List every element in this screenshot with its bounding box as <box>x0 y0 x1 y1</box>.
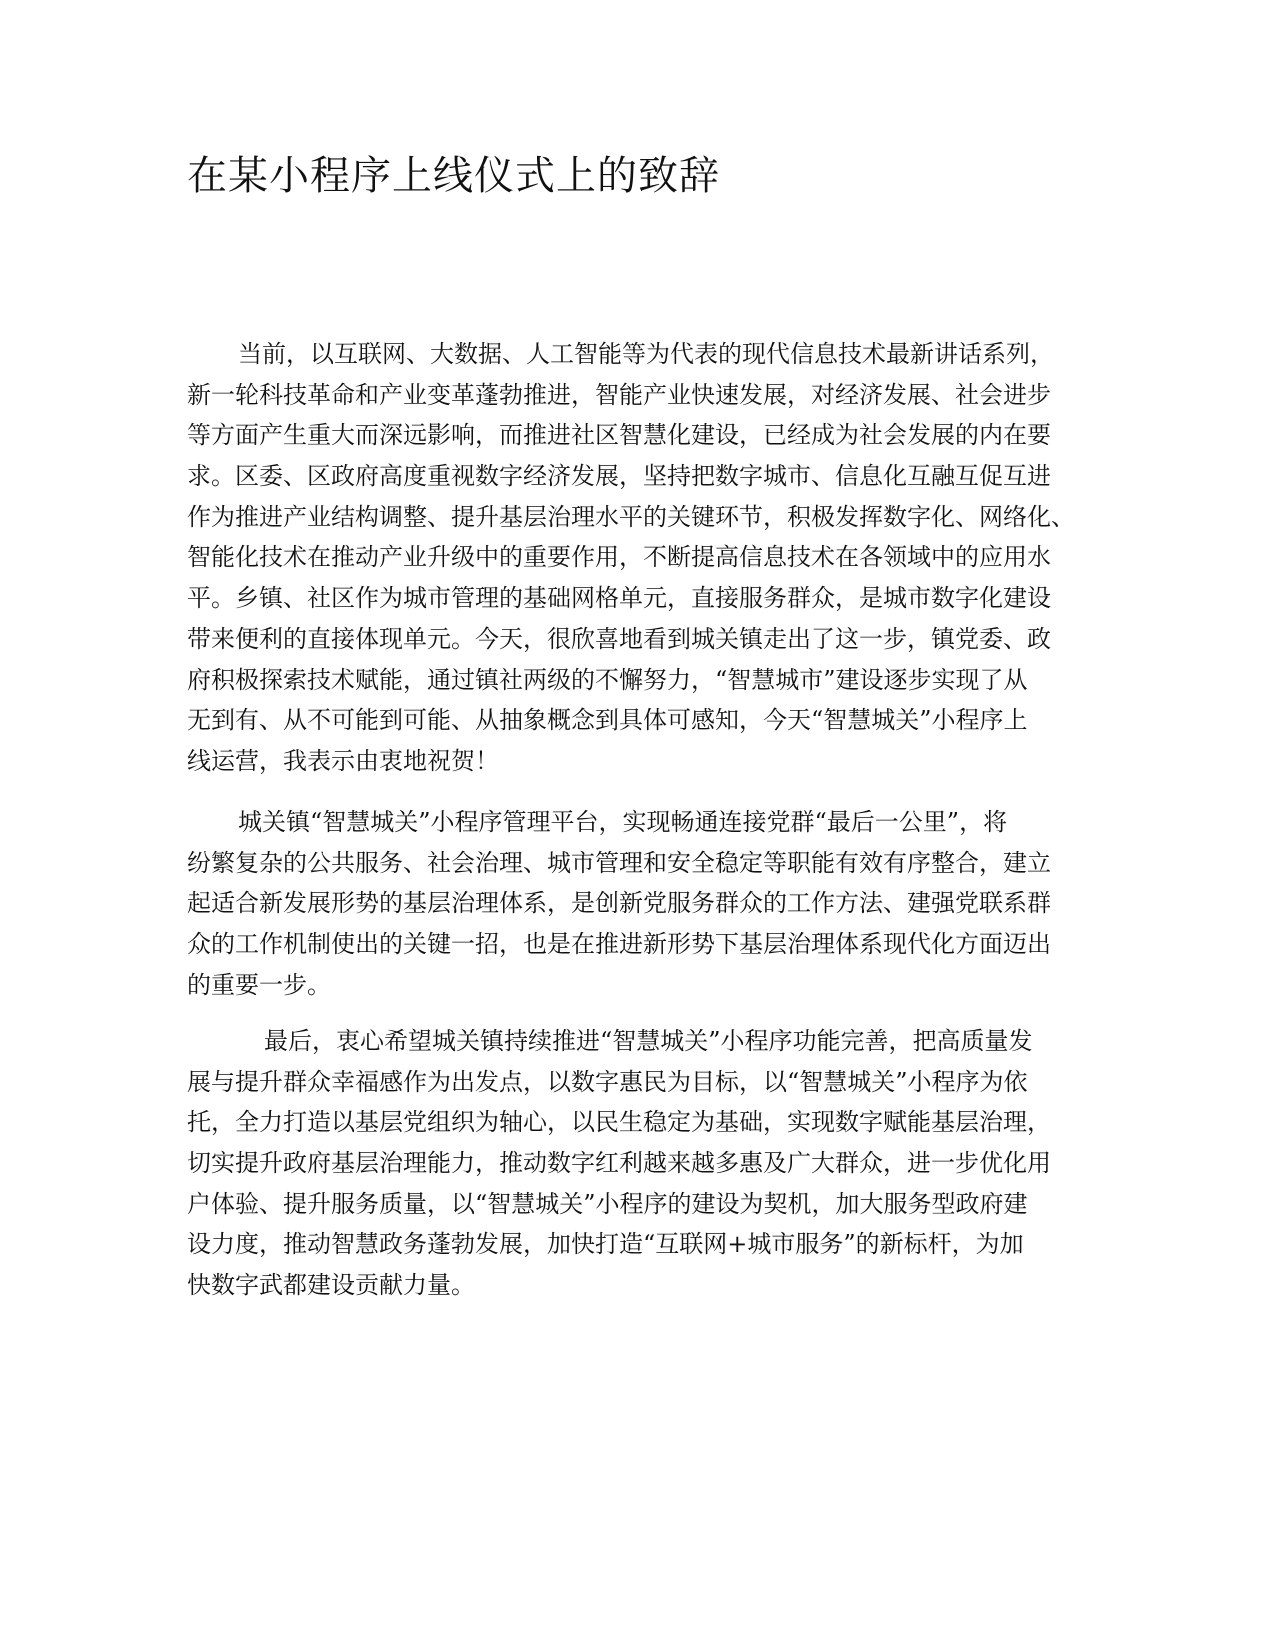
paragraph-line: 府积极探索技术赋能，通过镇社两级的不懈努力，“智慧城市”建设逐步实现了从 <box>187 665 1028 694</box>
paragraph-line: 新一轮科技革命和产业变革蓬勃推进，智能产业快速发展，对经济发展、社会进步 <box>187 380 1051 409</box>
paragraph-line: 户体验、提升服务质量，以“智慧城关”小程序的建设为契机，加大服务型政府建 <box>187 1189 1028 1218</box>
paragraph-line: 求。区委、区政府高度重视数字经济发展，坚持把数字城市、信息化互融互促互进 <box>187 462 1051 491</box>
paragraph-line: 当前，以互联网、大数据、人工智能等为代表的现代信息技术最新讲话系列， <box>238 340 1054 368</box>
paragraph-line: 平。乡镇、社区作为城市管理的基础网格单元，直接服务群众，是城市数字化建设 <box>187 584 1051 613</box>
paragraph-line: 线运营，我表示由衷地祝贺！ <box>187 746 499 775</box>
paragraph-line: 起适合新发展形势的基层治理体系，是创新党服务群众的工作方法、建强党联系群 <box>187 889 1051 918</box>
paragraph-line: 智能化技术在推动产业升级中的重要作用，不断提高信息技术在各领域中的应用水 <box>187 543 1051 572</box>
paragraph-line: 等方面产生重大而深远影响，而推进社区智慧化建设，已经成为社会发展的内在要 <box>187 421 1051 450</box>
document-title: 在某小程序上线仪式上的致辞 <box>187 153 720 199</box>
paragraph-line: 纷繁复杂的公共服务、社会治理、城市管理和安全稳定等职能有效有序整合，建立 <box>187 848 1051 877</box>
paragraph-line: 带来便利的直接体现单元。今天，很欣喜地看到城关镇走出了这一步，镇党委、政 <box>187 624 1051 653</box>
paragraph-line: 的重要一步。 <box>187 970 331 999</box>
paragraph-line: 最后，衷心希望城关镇持续推进“智慧城关”小程序功能完善，把高质量发 <box>264 1027 1033 1055</box>
paragraph-3 <box>187 1021 1092 1306</box>
paragraph-line: 城关镇“智慧城关”小程序管理平台，实现畅通连接党群“最后一公里”，将 <box>238 808 1008 836</box>
paragraph-line: 快数字武都建设贡献力量。 <box>187 1271 475 1300</box>
paragraph-line: 无到有、从不可能到可能、从抽象概念到具体可感知，今天“智慧城关”小程序上 <box>187 706 1028 735</box>
paragraph-line: 托，全力打造以基层党组织为轴心，以民生稳定为基础，实现数字赋能基层治理， <box>187 1108 1051 1137</box>
paragraph-2 <box>187 802 1092 1005</box>
paragraph-line: 作为推进产业结构调整、提升基层治理水平的关键环节，积极发挥数字化、网络化、 <box>187 502 1075 531</box>
paragraph-line: 众的工作机制使出的关键一招，也是在推进新形势下基层治理体系现代化方面迈出 <box>187 930 1051 959</box>
paragraph-line: 展与提升群众幸福感作为出发点，以数字惠民为目标，以“智慧城关”小程序为依 <box>187 1067 1028 1096</box>
paragraph-line: 切实提升政府基层治理能力，推动数字红利越来越多惠及广大群众，进一步优化用 <box>187 1149 1051 1178</box>
paragraph-1 <box>187 334 1092 782</box>
paragraph-line: 设力度，推动智慧政务蓬勃发展，加快打造“互联网+城市服务”的新标杆，为加 <box>187 1230 1024 1259</box>
